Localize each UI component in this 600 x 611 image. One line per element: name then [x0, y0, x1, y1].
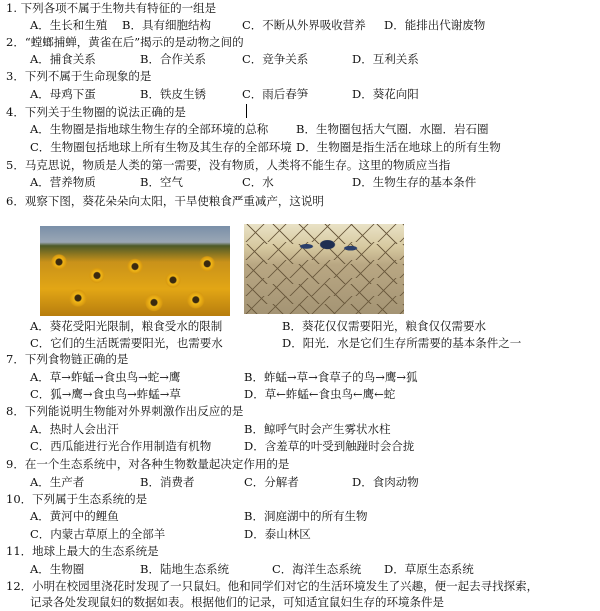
question-10-option-c: C．内蒙古草原上的全部羊	[30, 527, 166, 541]
sunflower-field-photo	[40, 226, 230, 316]
question-9-option-d: D．食肉动物	[352, 475, 419, 489]
question-1-option-c: C．不断从外界吸收营养	[242, 18, 366, 32]
question-6-option-c: C．它们的生活既需要阳光，也需要水	[30, 336, 223, 350]
question-8-stem: 8．下列能说明生物能对外界刺激作出反应的是	[6, 404, 244, 418]
question-11-stem: 11．地球上最大的生态系统是	[6, 544, 159, 558]
question-4-option-c: C．生物圈包括地球上所有生物及其生存的全部环境	[30, 140, 292, 154]
question-4-option-d: D．生物圈是指生活在地球上的所有生物	[296, 140, 501, 154]
question-1-option-a: A．生长和生殖	[30, 18, 108, 32]
question-11-option-b: B．陆地生态系统	[140, 562, 229, 576]
question-3-option-a: A．母鸡下蛋	[30, 87, 96, 101]
question-12-line-2: 记录各处发现鼠妇的数据如表。根据他们的记录，可知适宜鼠妇生存的环境条件是	[30, 595, 444, 609]
question-8-option-d: D．含羞草的叶受到触踫时会合拢	[244, 439, 415, 453]
question-12-line-1: 12．小明在校园里浇花时发现了一只鼠妇。他和同学们对它的生活环境发生了兴趣，便一起去寻找探索，	[6, 579, 539, 593]
question-6-option-d: D．阳光．水是它们生存所需要的基本条件之一	[282, 336, 522, 350]
drought-field-photo	[244, 224, 404, 314]
question-11-option-c: C．海洋生态系统	[272, 562, 362, 576]
question-9-option-a: A．生产者	[30, 475, 85, 489]
question-2-option-d: D．互利关系	[352, 52, 419, 66]
question-3-option-c: C．雨后春笋	[242, 87, 309, 101]
question-8-option-a: A．热时人会出汗	[30, 422, 119, 436]
question-5-option-a: A．营养物质	[30, 175, 96, 189]
question-4-option-b: B．生物圈包括大气圈．水圈．岩石圈	[296, 122, 489, 136]
question-11-option-d: D．草原生态系统	[384, 562, 474, 576]
question-8-option-b: B．鲸呼气时会产生雾状水柱	[244, 422, 391, 436]
question-1-option-d: D．能排出代谢废物	[384, 18, 486, 32]
question-9-option-c: C．分解者	[244, 475, 299, 489]
question-3-option-b: B．铁皮生锈	[140, 87, 206, 101]
question-3-option-d: D．葵花向阳	[352, 87, 419, 101]
question-7-stem: 7．下列食物链正确的是	[6, 352, 129, 366]
question-2-option-b: B．合作关系	[140, 52, 206, 66]
question-10-option-b: B．洞庭湖中的所有生物	[244, 509, 368, 523]
question-2-option-a: A．捕食关系	[30, 52, 96, 66]
question-6-stem: 6．观察下图，葵花朵朵向太阳，干旱使粮食严重减产，这说明	[6, 194, 324, 208]
question-9-option-b: B．消费者	[140, 475, 195, 489]
question-3-stem: 3．下列不属于生命现象的是	[6, 69, 152, 83]
question-5-stem: 5．马克思说，物质是人类的第一需要，没有物质，人类将不能生存。这里的物质应当指	[6, 158, 451, 172]
question-9-stem: 9．在一个生态系统中，对各种生物数量起决定作用的是	[6, 457, 290, 471]
question-10-stem: 10．下列属于生态系统的是	[6, 492, 148, 506]
question-5-option-c: C．水	[242, 175, 274, 189]
question-10-option-a: A．黄河中的鲤鱼	[30, 509, 119, 523]
question-1-option-b: B．具有细胞结构	[122, 18, 211, 32]
question-4-option-a: A．生物圈是指地球生物生存的全部环境的总称	[30, 122, 269, 136]
question-4-stem: 4．下列关于生物圈的说法正确的是	[6, 105, 186, 119]
text-cursor	[246, 104, 247, 118]
question-7-option-c: C．狐→鹰→食虫鸟→蚱蜢→草	[30, 387, 181, 401]
question-6-option-b: B．葵花仅仅需要阳光，粮食仅仅需要水	[282, 319, 486, 333]
question-11-option-a: A．生物圈	[30, 562, 85, 576]
question-10-option-d: D．泰山林区	[244, 527, 311, 541]
question-2-option-c: C．竞争关系	[242, 52, 309, 66]
question-5-option-d: D．生物生存的基本条件	[352, 175, 477, 189]
question-5-option-b: B．空气	[140, 175, 183, 189]
question-7-option-a: A．草→蚱蜢→食虫鸟→蛇→鹰	[30, 370, 181, 384]
question-8-option-c: C．西瓜能进行光合作用制造有机物	[30, 439, 212, 453]
question-1-stem: 1. 下列各项不属于生物共有特征的一组是	[6, 1, 217, 15]
question-2-stem: 2．“螳螂捕蝉，黄雀在后”揭示的是动物之间的	[6, 35, 244, 49]
question-6-option-a: A．葵花受阳光限制，粮食受水的限制	[30, 319, 223, 333]
question-7-option-d: D．草←蚱蜢←食虫鸟←鹰←蛇	[244, 387, 396, 401]
question-7-option-b: B．蚱蜢→草→食草子的鸟→鹰→狐	[244, 370, 418, 384]
